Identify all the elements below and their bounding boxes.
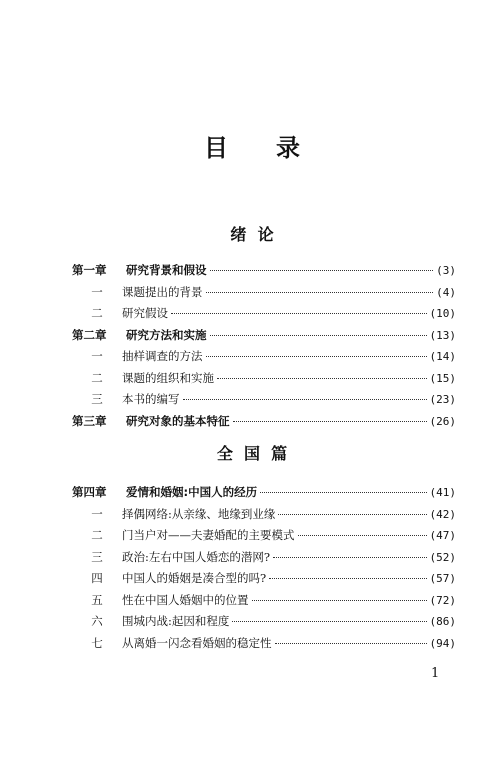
toc-section-entry [72, 527, 456, 549]
entry-number: 第三章 [72, 413, 107, 428]
toc-section-entry [72, 613, 456, 635]
entry-title: 抽样调查的方法 [122, 349, 203, 363]
entry-title: 门当户对——夫妻婚配的主要模式 [122, 528, 295, 542]
entry-title: 性在中国人婚姻中的位置 [122, 592, 249, 607]
entry-number: 二 [91, 528, 103, 542]
entry-title: 研究假设 [122, 306, 168, 320]
entry-title: 研究背景和假设 [126, 263, 207, 277]
dot-leader [171, 313, 427, 314]
entry-title: 择偶网络:从亲缘、地缘到业缘 [122, 506, 276, 521]
toc-section-entry [72, 391, 456, 413]
entry-number: 六 [91, 614, 103, 628]
entry-number: 七 [91, 635, 103, 650]
title-char-2: 录 [276, 133, 300, 162]
dot-leader [210, 270, 434, 271]
entry-title: 围城内战:起因和程度 [122, 614, 230, 628]
entry-title: 中国人的婚姻是凑合型的吗? [122, 571, 267, 585]
entry-page: (42) [429, 507, 456, 521]
entry-title: 本书的编写 [122, 392, 180, 406]
entry-page: (86) [429, 615, 456, 628]
page-number: 1 [431, 666, 440, 681]
entry-title: 研究对象的基本特征 [126, 413, 230, 428]
toc-section-entry [72, 592, 456, 614]
toc-list [72, 262, 456, 434]
dot-leader [269, 578, 426, 579]
title-char-1: 目 [204, 133, 228, 162]
toc-section-entry [72, 570, 456, 592]
entry-page: (47) [429, 529, 456, 542]
entry-page: (15) [429, 371, 456, 385]
entry-page: (3) [436, 264, 456, 277]
entry-number: 一 [91, 506, 103, 521]
section-heading: 全 国 篇 [216, 444, 288, 463]
entry-number: 第二章 [72, 327, 107, 342]
dot-leader [252, 600, 427, 601]
dot-leader [275, 643, 427, 644]
entry-page: (52) [429, 550, 456, 564]
toc-list [72, 484, 456, 656]
dot-leader [217, 378, 427, 379]
dot-leader [233, 421, 427, 422]
entry-number: 第四章 [72, 485, 107, 499]
entry-page: (10) [429, 307, 456, 320]
entry-number: 一 [91, 284, 103, 299]
toc-section-entry [72, 549, 456, 571]
dot-leader [183, 399, 427, 400]
entry-number: 第一章 [72, 263, 107, 277]
toc-section-entry [72, 635, 456, 657]
dot-leader [206, 292, 434, 293]
entry-number: 三 [91, 549, 103, 564]
toc-section-entry [72, 284, 456, 306]
toc-section-entry [72, 348, 456, 370]
section-heading: 绪 论 [230, 225, 274, 244]
entry-page: (26) [429, 414, 456, 428]
entry-page: (94) [429, 636, 456, 650]
dot-leader [232, 621, 426, 622]
entry-number: 二 [91, 370, 103, 385]
toc-section-entry [72, 506, 456, 528]
entry-page: (13) [429, 328, 456, 342]
entry-number: 一 [91, 349, 103, 363]
dot-leader [298, 535, 427, 536]
entry-title: 政治:左右中国人婚恋的潜网? [122, 549, 271, 564]
entry-page: (14) [429, 350, 456, 363]
dot-leader [278, 514, 426, 515]
dot-leader [206, 356, 427, 357]
entry-title: 课题提出的背景 [122, 284, 203, 299]
toc-chapter-entry [72, 484, 456, 506]
toc-chapter-entry [72, 327, 456, 349]
toc-chapter-entry [72, 413, 456, 435]
entry-number: 四 [91, 571, 103, 585]
toc-chapter-entry [72, 262, 456, 284]
entry-number: 五 [91, 592, 103, 607]
entry-page: (41) [429, 486, 456, 499]
dot-leader [260, 492, 426, 493]
entry-title: 爱情和婚姻:中国人的经历 [126, 485, 258, 499]
entry-number: 二 [91, 306, 103, 320]
page-title [0, 128, 504, 163]
dot-leader [210, 335, 427, 336]
entry-number: 三 [91, 392, 103, 406]
entry-title: 课题的组织和实施 [122, 370, 214, 385]
entry-page: (4) [436, 285, 456, 299]
toc-section-entry [72, 370, 456, 392]
entry-page: (57) [429, 572, 456, 585]
entry-title: 从离婚一闪念看婚姻的稳定性 [122, 635, 272, 650]
entry-title: 研究方法和实施 [126, 327, 207, 342]
entry-page: (23) [429, 393, 456, 406]
entry-page: (72) [429, 593, 456, 607]
dot-leader [273, 557, 426, 558]
toc-section-entry [72, 305, 456, 327]
